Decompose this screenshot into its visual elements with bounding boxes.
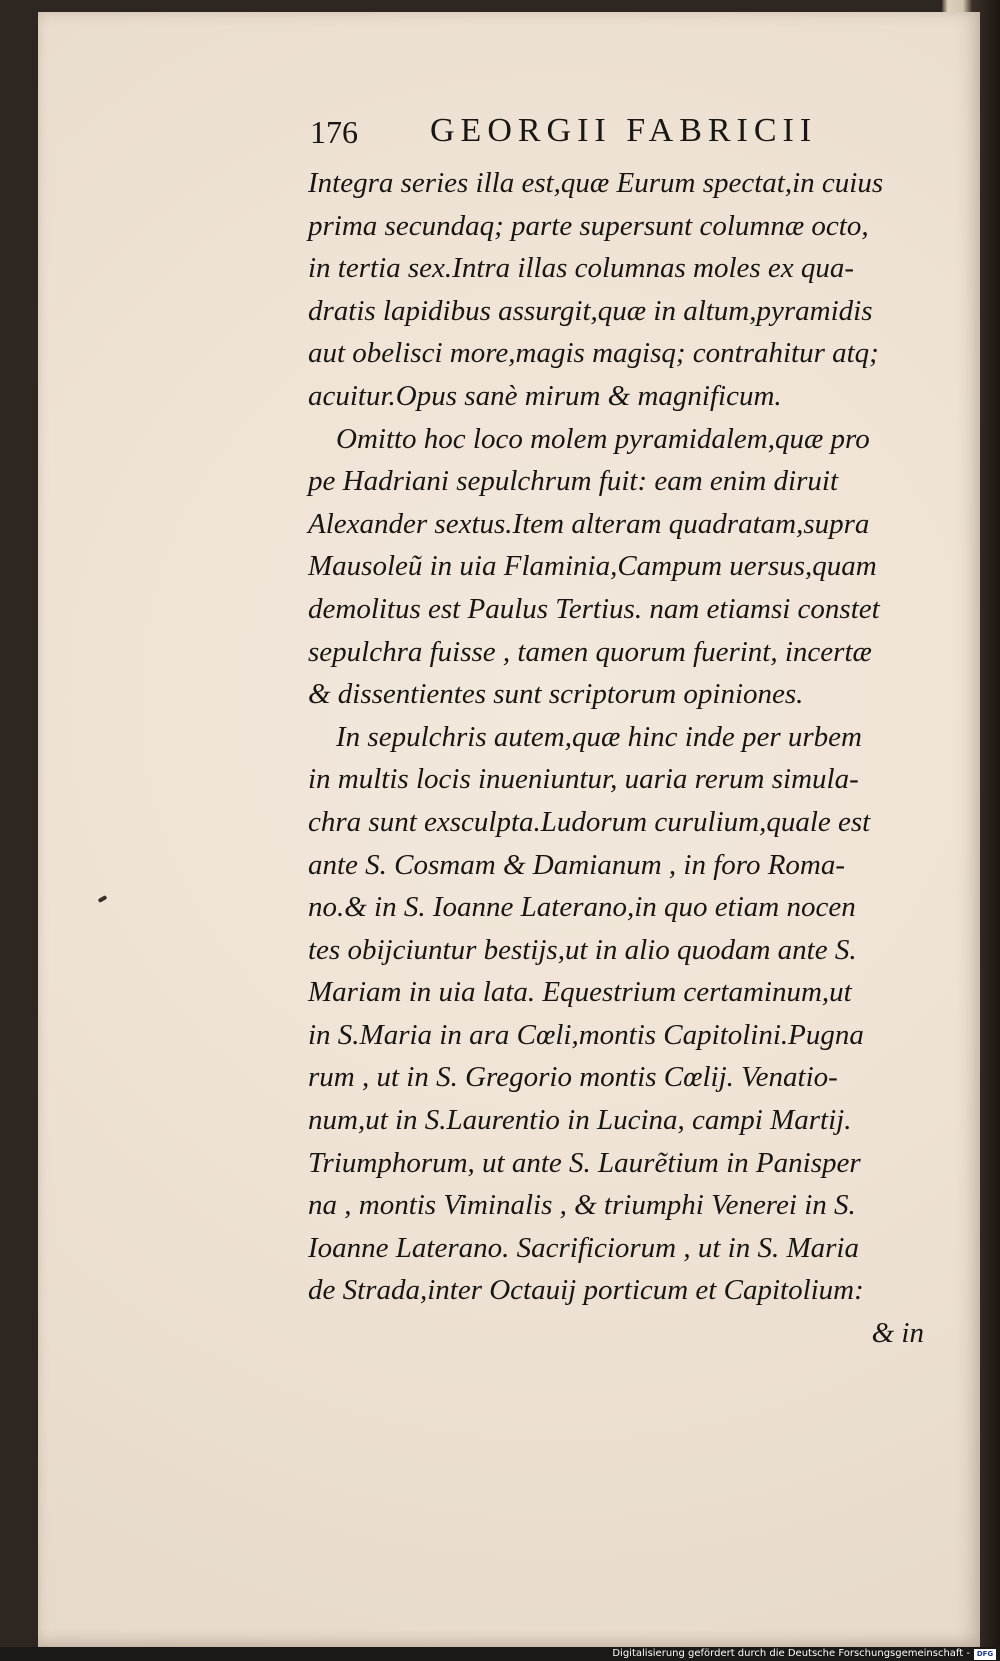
- text-line: Mariam in uia lata. Equestrium certaminum,ut: [308, 976, 852, 1009]
- text-line: Integra series illa est,quæ Eurum spectat,in cuius: [308, 167, 884, 199]
- text-line: rum , ut in S. Gregorio montis Cœlij. Venatio-: [308, 1061, 838, 1094]
- page-number: 176: [310, 114, 358, 150]
- text-line: & dissentientes sunt scriptorum opiniones.: [308, 678, 804, 711]
- ink-mark: [98, 895, 108, 903]
- text-line: sepulchra fuisse , tamen quorum fuerint, incertæ: [308, 635, 872, 668]
- text-line: dratis lapidibus assurgit,quæ in altum,pyramidis: [308, 294, 873, 327]
- dfg-logo: DFG: [974, 1649, 996, 1660]
- text-line: pe Hadriani sepulchrum fuit: eam enim diruit: [308, 465, 839, 498]
- text-line: Omitto hoc loco molem pyramidalem,quæ pro: [336, 422, 870, 455]
- body-text: [308, 162, 924, 1355]
- text-line: no.& in S. Ioanne Laterano,in quo etiam nocen: [308, 891, 856, 924]
- text-line: Triumphorum, ut ante S. Laurẽtium in Panisper: [308, 1146, 861, 1179]
- text-line: prima secundaq; parte supersunt columnæ octo,: [308, 209, 869, 242]
- text-line: num,ut in S.Laurentio in Lucina, campi Martij.: [308, 1104, 852, 1137]
- text-line: chra sunt exsculpta.Ludorum curulium,quale est: [308, 805, 871, 838]
- text-line: tes obijciuntur bestijs,ut in alio quodam ante S.: [308, 933, 857, 966]
- text-line: acuitur.Opus sanè mirum & magnificum.: [308, 379, 782, 412]
- text-line: in tertia sex.Intra illas columnas moles ex qua-: [308, 252, 855, 285]
- text-line: In sepulchris autem,quæ hinc inde per urbem: [336, 720, 862, 753]
- text-line: demolitus est Paulus Tertius. nam etiamsi constet: [308, 592, 880, 625]
- book-page: [38, 12, 980, 1647]
- running-head: [310, 112, 900, 162]
- text-line: in S.Maria in ara Cœli,montis Capitolini.Pugna: [308, 1018, 864, 1051]
- running-title: GEORGII FABRICII: [430, 112, 818, 149]
- text-line: ante S. Cosmam & Damianum , in foro Roma-: [308, 848, 846, 881]
- text-line: Alexander sextus.Item alteram quadratam,supra: [308, 507, 870, 540]
- text-line: & in: [871, 1317, 924, 1350]
- text-line: in multis locis inueniuntur, uaria rerum simula-: [308, 763, 859, 796]
- text-line: de Strada,inter Octauij porticum et Capitolium:: [308, 1274, 864, 1307]
- text-line: na , montis Viminalis , & triumphi Venerei in S.: [308, 1189, 856, 1222]
- footer-credit: Digitalisierung gefördert durch die Deutsche Forschungsgemeinschaft -: [612, 1648, 970, 1659]
- text-line: Ioanne Laterano. Sacrificiorum , ut in S. Maria: [308, 1231, 859, 1264]
- text-line: Mausoleũ in uia Flaminia,Campum uersus,quam: [308, 550, 877, 583]
- text-line: aut obelisci more,magis magisq; contrahitur atq;: [308, 337, 879, 370]
- footer-bar: [0, 1647, 1000, 1661]
